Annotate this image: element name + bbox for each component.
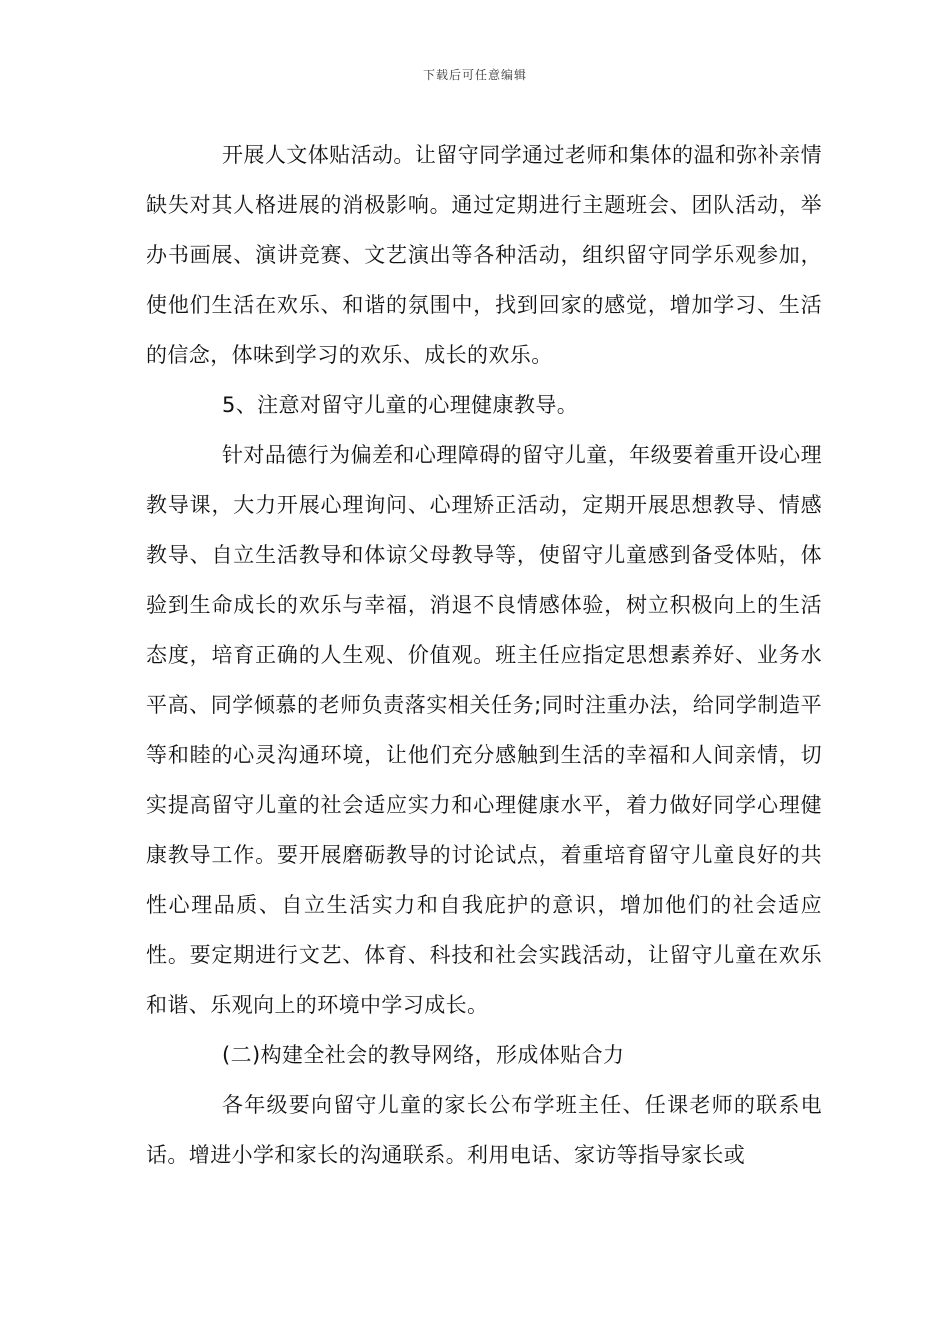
paragraph-activities: 开展人文体贴活动。让留守同学通过老师和集体的温和弥补亲情缺失对其人格进展的消极影响。通过定期进行主题班会、团队活动，举办书画展、演讲竞赛、文艺演出等各种活动，组织留守同学乐观参加，使他们生活在欢乐、和谐的氛围中，找到回家的感觉，增加学习、生活的信念，体味到学习的欢乐、成长的欢乐。 — [146, 143, 822, 367]
page-header: 下载后可任意编辑 — [422, 68, 527, 82]
paragraph-heading-mental-health: 5、注意对留守儿童的心理健康教导。 — [222, 393, 579, 417]
paragraph-contact: 各年级要向留守儿童的家长公布学班主任、任课老师的联系电话。增进小学和家长的沟通联系。利用电话、家访等指导家长或 — [146, 1093, 822, 1167]
document-body — [146, 130, 822, 1180]
paragraph-heading-network: (二)构建全社会的教导网络，形成体贴合力 — [222, 1043, 625, 1067]
paragraph-mental-health: 针对品德行为偏差和心理障碍的留守儿童，年级要着重开设心理教导课，大力开展心理询问、心理矫正活动，定期开展思想教导、情感教导、自立生活教导和体谅父母教导等，使留守儿童感到备受体贴，体验到生命成长的欢乐与幸福，消退不良情感体验，树立积极向上的生活态度，培育正确的人生观、价值观。班主任应指定思想素养好、业务水平高、同学倾慕的老师负责落实相关任务;同时注重办法，给同学制造平等和睦的心灵沟通环境，让他们充分感触到生活的幸福和人间亲情，切实提高留守儿童的社会适应实力和心理健康水平，着力做好同学心理健康教导工作。要开展磨砺教导的讨论试点，着重培育留守儿童良好的共性心理品质、自立生活实力和自我庇护的意识，增加他们的社会适应性。要定期进行文艺、体育、科技和社会实践活动，让留守儿童在欢乐和谐、乐观向上的环境中学习成长。 — [146, 443, 822, 1017]
